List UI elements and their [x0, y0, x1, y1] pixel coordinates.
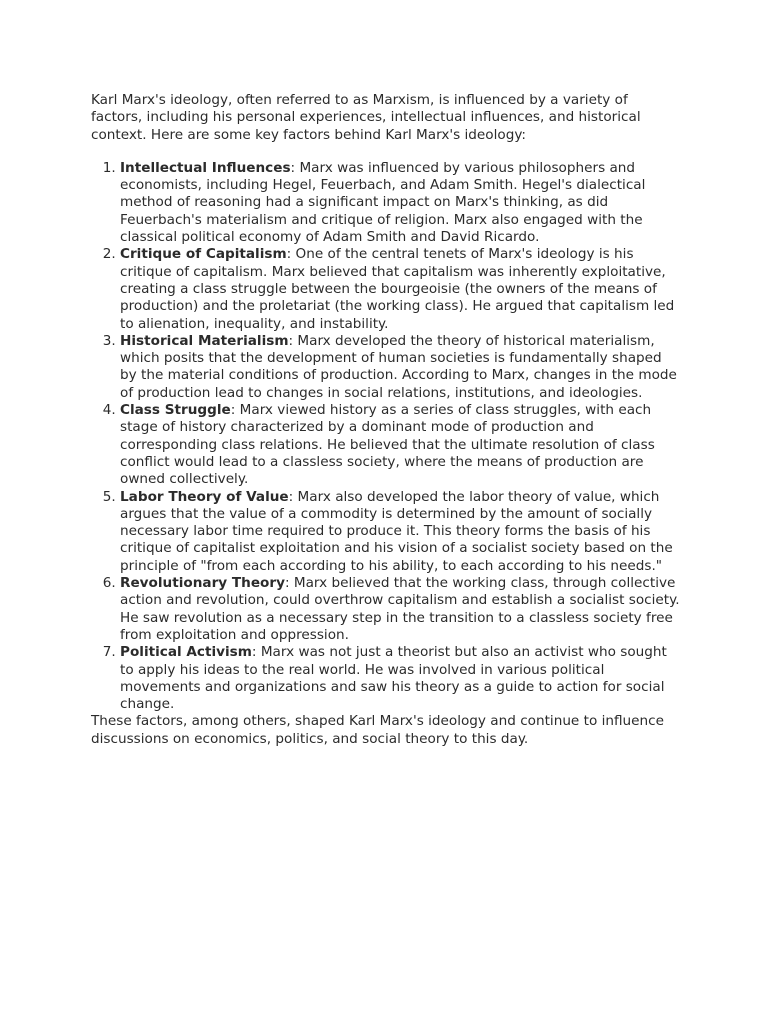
- item-text: : Marx believed that the working class, through collective action and revolution, could overthrow capitalism and establish a socialist society. He saw revolution as a necessary step in the transition to a classless society free from exploitation and oppression.: [120, 575, 680, 643]
- item-text: : One of the central tenets of Marx's ideology is his critique of capitalism. Marx believed that capitalism was inherently exploitative, creating a class struggle between the bourgeoisie (the owners of the means of production) and the proletariat (the working class). He argued that capitalism led to alienation, inequality, and instability.: [120, 246, 675, 332]
- list-item: [120, 489, 681, 575]
- item-title: Historical Materialism: [120, 332, 289, 349]
- list-item: [120, 246, 681, 332]
- item-title: Political Activism: [120, 644, 252, 661]
- intro-paragraph: Karl Marx's ideology, often referred to as Marxism, is influenced by a variety of factors, including his personal experiences, intellectual influences, and historical context. Here are some key factors behind Karl Marx's ideology:: [91, 92, 641, 143]
- item-text: : Marx was influenced by various philosophers and economists, including Hegel, Feuerbach, and Adam Smith. Hegel's dialectical method of reasoning had a significant impact on Marx's thinking, as did Feuerbach's materialism and critique of religion. Marx also engaged with the classical political economy of Adam Smith and David Ricardo.: [120, 159, 646, 246]
- conclusion-paragraph: These factors, among others, shaped Karl Marx's ideology and continue to influence discussions on economics, politics, and social theory to this day.: [91, 713, 664, 747]
- list-item: [120, 333, 681, 402]
- item-text: : Marx also developed the labor theory of value, which argues that the value of a commodity is determined by the amount of socially necessary labor time required to produce it. This theory forms the basis of his critique of capitalist exploitation and his vision of a socialist society based on the principle of "from each according to his ability, to each according to his needs.": [120, 488, 673, 574]
- item-text: : Marx developed the theory of historical materialism, which posits that the development of human societies is fundamentally shaped by the material conditions of production. According to Marx, changes in the mode of production lead to changes in social relations, institutions, and ideologies.: [120, 332, 677, 401]
- item-title: Revolutionary Theory: [120, 575, 285, 592]
- item-text: : Marx was not just a theorist but also an activist who sought to apply his ideas to the real world. He was involved in various political movements and organizations and saw his theory as a guide to action for social change.: [120, 644, 667, 713]
- list-item: [120, 644, 681, 713]
- factors-list: [91, 160, 681, 714]
- list-item: [120, 160, 681, 246]
- item-title: Labor Theory of Value: [120, 488, 289, 505]
- item-title: Class Struggle: [120, 402, 231, 419]
- document-page: [91, 92, 681, 748]
- list-item: [120, 402, 681, 488]
- item-title: Intellectual Influences: [120, 159, 291, 176]
- item-title: Critique of Capitalism: [120, 246, 287, 263]
- item-text: : Marx viewed history as a series of class struggles, with each stage of history characterized by a dominant mode of production and corresponding class relations. He believed that the ultimate resolution of class conflict would lead to a classless society, where the means of production are owned collectively.: [120, 402, 655, 488]
- list-item: [120, 575, 681, 644]
